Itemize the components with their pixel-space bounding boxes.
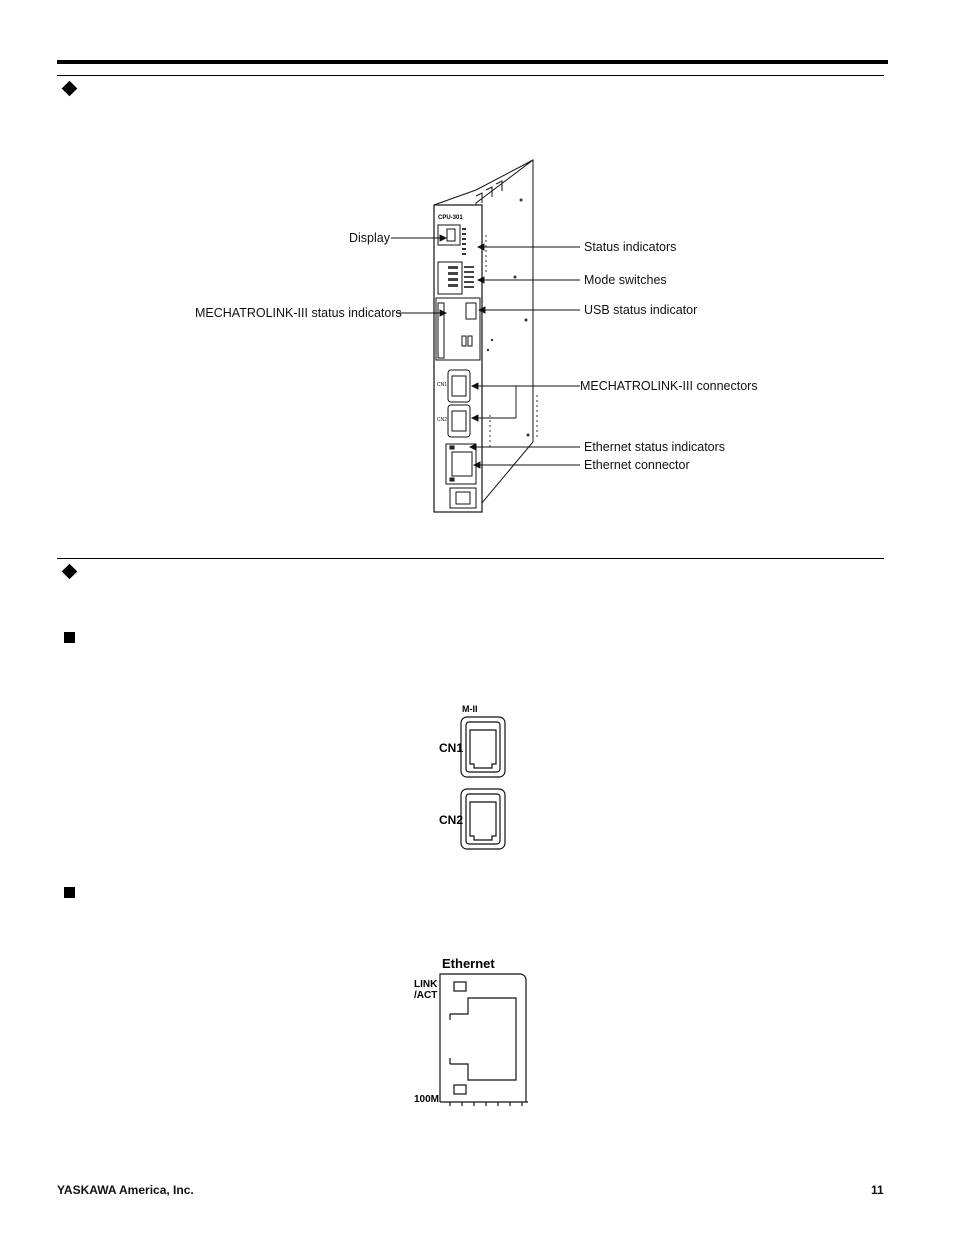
callout-status-indicators: Status indicators (584, 240, 677, 254)
callout-display: Display (349, 231, 390, 245)
cn2-label: CN2 (439, 813, 464, 827)
callout-ethernet-status: Ethernet status indicators (584, 440, 726, 454)
link-label-2: /ACT (414, 990, 438, 1001)
svg-text:CN2: CN2 (437, 417, 448, 423)
link-label-1: LINK (414, 979, 438, 990)
subsection-square-bullet-2 (64, 887, 75, 898)
ethernet-title: Ethernet (442, 956, 495, 971)
callout-mode-switches: Mode switches (584, 273, 667, 287)
section-diamond-bullet-2 (62, 564, 78, 580)
footer-page-number: 11 (871, 1183, 884, 1197)
footer-company: YASKAWA America, Inc. (57, 1183, 194, 1197)
svg-text:CN1: CN1 (437, 382, 448, 388)
callout-mechatrolink-status: MECHATROLINK-III status indicators (195, 306, 402, 320)
callout-ethernet-connector: Ethernet connector (584, 458, 690, 472)
callout-usb-status: USB status indicator (584, 303, 698, 317)
speed-label: 100M (414, 1094, 440, 1105)
cn1-label: CN1 (439, 741, 464, 755)
mechatrolink-connector-figure (430, 700, 520, 855)
connector-header: M-II (462, 704, 478, 714)
subsection-square-bullet (64, 632, 75, 643)
ethernet-connector-figure (410, 952, 535, 1112)
module-figure (0, 0, 954, 560)
module-label: CPU-301 (438, 215, 463, 221)
callout-mechatrolink-connectors: MECHATROLINK-III connectors (580, 379, 758, 393)
